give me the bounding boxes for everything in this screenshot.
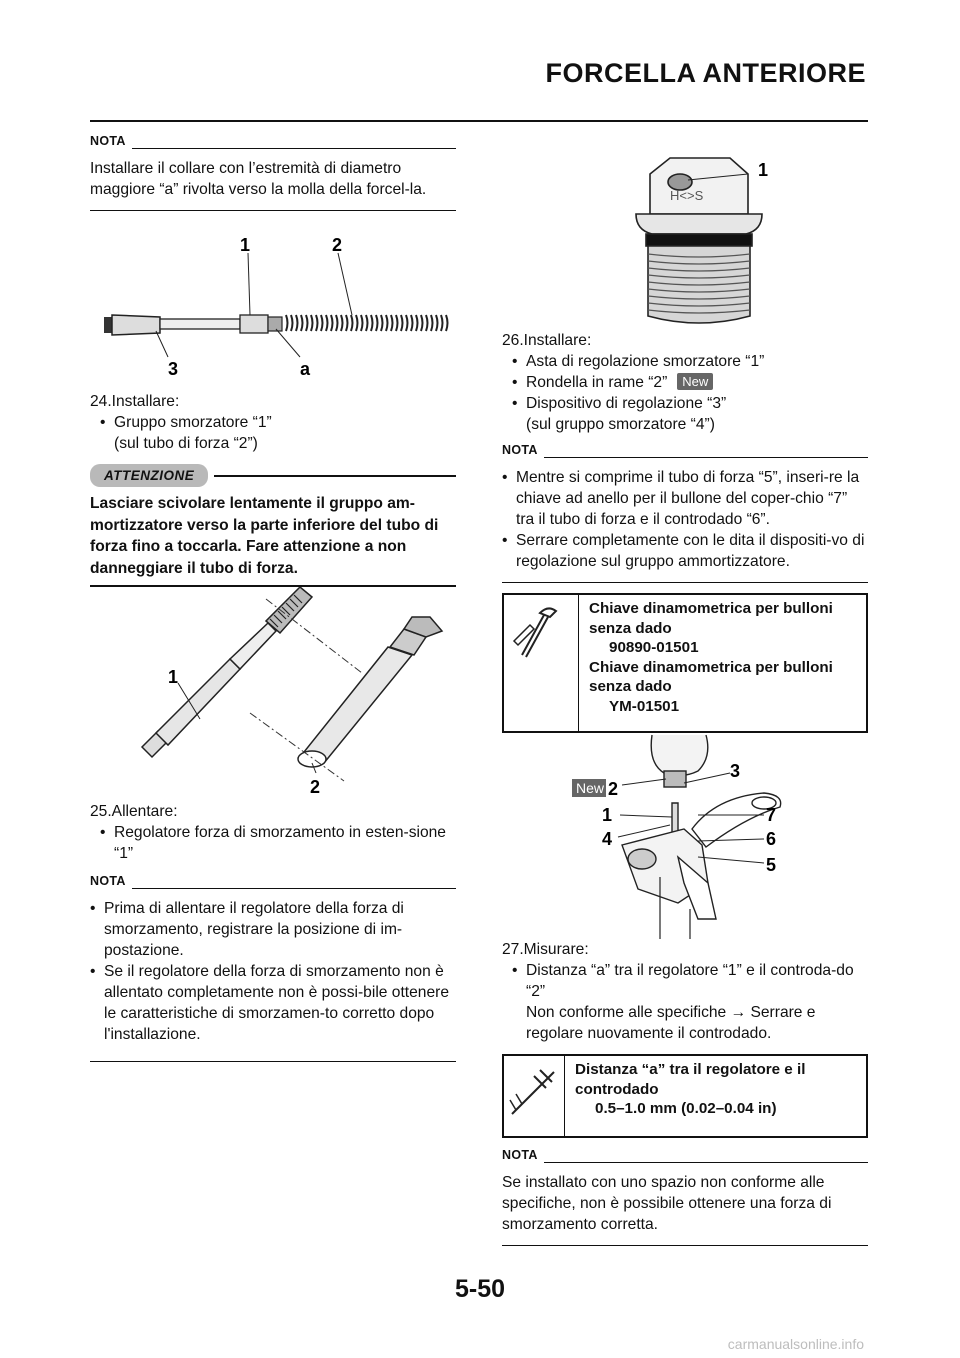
caution-heading: [90, 464, 456, 487]
new-badge: New: [677, 373, 713, 390]
nota-list: [90, 898, 456, 1045]
tool-code: 90890-01501: [609, 639, 699, 656]
fig2-label-2: 2: [310, 777, 321, 797]
step-27-note: Non conforme alle specifiche → Serrare e regolare nuovamente il controdado.: [526, 1004, 816, 1042]
list-item: • Serrare completamente con le dita il dispositi-vo di regolazione sul gruppo ammortizzatore.: [502, 530, 868, 572]
tool-code: YM-01501: [609, 697, 680, 715]
nota-heading: NOTA: [90, 874, 456, 892]
fig1-label-3: 3: [168, 359, 179, 379]
fig1-label-1: 1: [240, 235, 251, 255]
nota-text: Installare il collare con l’estremità di diametro maggiore “a” rivolta verso la molla della forcel-la.: [90, 160, 427, 198]
damper-fork-tube-figure: [90, 587, 456, 799]
fig4-label-3: 3: [730, 761, 741, 781]
step-24-cont: (sul tubo di forza “2”): [114, 435, 258, 452]
fig4-label-4: 4: [602, 829, 613, 849]
fig4-label-5: 5: [766, 855, 777, 875]
spec-value: 0.5–1.0 mm (0.02–0.04 in): [595, 1100, 777, 1117]
page-title: FORCELLA ANTERIORE: [545, 58, 866, 88]
fig1-label-2: 2: [332, 235, 343, 255]
nota-end-rule: [90, 1061, 456, 1062]
cap-bolt-figure: [502, 134, 868, 330]
list-item: • Dispositivo di regolazione “3”: [512, 393, 868, 414]
adjuster-install-figure: [502, 733, 868, 939]
step-26: 26.Installare:: [502, 332, 592, 349]
step-27: 27.Misurare:: [502, 941, 589, 958]
nota-heading: NOTA: [90, 134, 456, 152]
step-26-list: [502, 351, 868, 414]
spec-box-text: [565, 1056, 866, 1136]
tool-box-text: [579, 595, 866, 731]
nota-heading: NOTA: [502, 443, 868, 461]
list-item: • Mentre si comprime il tubo di forza “5”, inseri-re la chiave ad anello per il bullone del coper-chio “7” tra il tubo di forza e il controdado “6”.: [502, 467, 868, 530]
list-item: • Prima di allentare il regolatore della forza di smorzamento, registrare la posizione di im-postazione.: [90, 898, 456, 961]
caution-badge: ATTENZIONE: [90, 464, 208, 487]
spec-box: [502, 1054, 868, 1138]
fig4-label-1: 1: [602, 805, 613, 825]
fig4-label-7: 7: [766, 805, 777, 825]
fig4-label-2: 2: [608, 779, 619, 799]
fig1-label-a: a: [300, 359, 311, 379]
list-item: • Regolatore forza di smorzamento in esten-sione “1”: [100, 822, 456, 864]
right-column: [502, 134, 868, 1246]
page-number: 5-50: [454, 1275, 506, 1303]
list-item: • Distanza “a” tra il regolatore “1” e il controda-do “2”: [512, 960, 868, 1002]
step-24: 24.Installare:: [90, 393, 180, 410]
fig3-marking: H<>S: [670, 188, 704, 203]
tool-name: Chiave dinamometrica per bulloni senza dado: [589, 600, 833, 637]
list-item: • Gruppo smorzatore “1”: [100, 412, 456, 433]
nota-end-rule: [502, 1245, 868, 1246]
list-item: • Rondella in rame “2” New: [512, 372, 868, 393]
list-item: • Se il regolatore della forza di smorzamento non è allentato completamente non è possi-bile ottenere le caratteristiche di smorzamen-to corretto dopo l'installazione.: [90, 961, 456, 1045]
nota-list: [502, 467, 868, 572]
fig2-label-1: 1: [168, 667, 179, 687]
nota-end-rule: [502, 582, 868, 583]
header-rule: [90, 120, 868, 122]
left-column: [90, 134, 456, 1062]
fig4-label-6: 6: [766, 829, 777, 849]
wrench-icon: [504, 595, 579, 731]
nota-heading: NOTA: [502, 1148, 868, 1166]
nota-text: Se installato con uno spazio non conforme alle specifiche, non è possibile ottenere una forza di smorzamento corretta.: [502, 1174, 832, 1233]
step-25: 25.Allentare:: [90, 803, 178, 820]
tool-name: Chiave dinamometrica per bulloni senza dado: [589, 658, 833, 695]
list-item: • Asta di regolazione smorzatore “1”: [512, 351, 868, 372]
step-27-list: [502, 960, 868, 1002]
caution-text: Lasciare scivolare lentamente il gruppo am-mortizzatore verso la parte inferiore del tubo di forza fino a toccarla. Fare attenzione a non danneggiare il tubo di forza.: [90, 495, 439, 577]
caliper-icon: [504, 1056, 565, 1136]
spring-coil: [286, 315, 448, 331]
step-24-list: [90, 412, 456, 433]
fig3-label-1: 1: [758, 160, 769, 180]
fig4-new-badge: New: [576, 780, 605, 796]
step-25-list: [90, 822, 456, 864]
damper-spring-figure: [90, 211, 456, 391]
spec-name: Distanza “a” tra il regolatore e il controdado: [575, 1061, 806, 1098]
watermark: carmanualsonline.info: [727, 1336, 864, 1352]
tool-box: [502, 593, 868, 733]
step-26-cont: (sul gruppo smorzatore “4”): [526, 416, 715, 433]
